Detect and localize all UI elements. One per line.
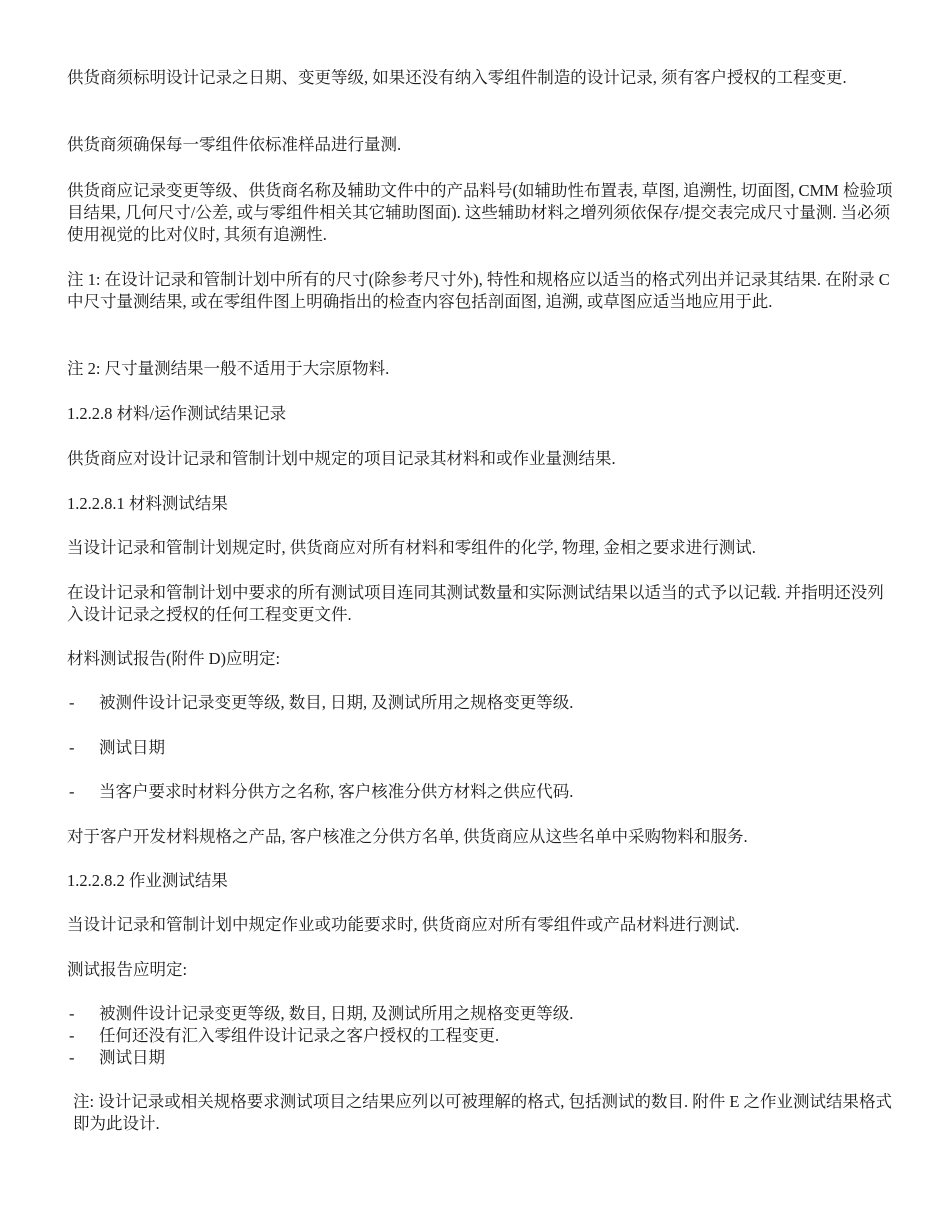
section-heading-1-2-2-8-2: 1.2.2.8.2 作业测试结果	[67, 871, 228, 890]
section-heading-1-2-2-8-1: 1.2.2.8.1 材料测试结果	[67, 494, 228, 513]
list-dash: -	[69, 782, 75, 801]
list-dash: -	[69, 1026, 75, 1045]
list-dash: -	[69, 1004, 75, 1023]
paragraph-test-items-record: 在设计记录和管制计划中要求的所有测试项目连同其测试数量和实际测试结果以适当的式予以记载. 并指明还没列入设计记录之授权的任何工程变更文件.	[67, 583, 884, 624]
note-operation-results-format: 注: 设计记录或相关规格要求测试项目之结果应列以可被理解的格式, 包括测试的数目. 附件 E 之作业测试结果格式即为此设计.	[73, 1092, 893, 1133]
paragraph-approved-subsupplier: 对于客户开发材料规格之产品, 客户核准之分供方名单, 供货商应从这些名单中采购物料和服务.	[67, 827, 748, 846]
list-item-text: 任何还没有汇入零组件设计记录之客户授权的工程变更.	[99, 1026, 500, 1045]
paragraph-material-operation-results: 供货商应对设计记录和管制计划中规定的项目记录其材料和或作业量测结果.	[67, 449, 616, 468]
paragraph-operation-testing: 当设计记录和管制计划中规定作业或功能要求时, 供货商应对所有零组件或产品材料进行测试.	[67, 915, 740, 934]
list-dash: -	[69, 693, 75, 712]
paragraph-change-level-record: 供货商应记录变更等级、供货商名称及辅助文件中的产品料号(如辅助性布置表, 草图, 追溯性, 切面图, CMM 检验项目结果, 几何尺寸/公差, 或与零组件相关其它辅助图面). 这些辅助材料之增列须依保存/提交表完成尺寸量测. 当必须使用视觉的比对仪时, 其须有追溯性.	[67, 181, 893, 244]
list-item-text: 当客户要求时材料分供方之名称, 客户核准分供方材料之供应代码.	[99, 782, 574, 801]
list-dash: -	[69, 1048, 75, 1067]
paragraph-standard-sample: 供货商须确保每一零组件依标准样品进行量测.	[67, 135, 402, 154]
note-2: 注 2: 尺寸量测结果一般不适用于大宗原物料.	[67, 359, 390, 378]
paragraph-material-report-spec: 材料测试报告(附件 D)应明定:	[67, 649, 281, 668]
note-1: 注 1: 在设计记录和管制计划中所有的尺寸(除参考尺寸外), 特性和规格应以适当的格式列出并记录其结果. 在附录 C 中尺寸量测结果, 或在零组件图上明确指出的检查内容包括剖面图, 追溯, 或草图应适当地应用于此.	[67, 270, 890, 311]
list-item-text: 被测件设计记录变更等级, 数目, 日期, 及测试所用之规格变更等级.	[99, 1004, 574, 1023]
paragraph-material-testing: 当设计记录和管制计划规定时, 供货商应对所有材料和零组件的化学, 物理, 金相之要求进行测试.	[67, 538, 756, 557]
list-item-text: 被测件设计记录变更等级, 数目, 日期, 及测试所用之规格变更等级.	[99, 693, 574, 712]
list-item-text: 测试日期	[99, 1048, 165, 1067]
list-dash: -	[69, 738, 75, 757]
list-item-text: 测试日期	[99, 738, 165, 757]
paragraph-design-record-date: 供货商须标明设计记录之日期、变更等级, 如果还没有纳入零组件制造的设计记录, 须有客户授权的工程变更.	[67, 68, 847, 87]
paragraph-test-report-spec: 测试报告应明定:	[67, 960, 188, 979]
section-heading-1-2-2-8: 1.2.2.8 材料/运作测试结果记录	[67, 404, 287, 423]
